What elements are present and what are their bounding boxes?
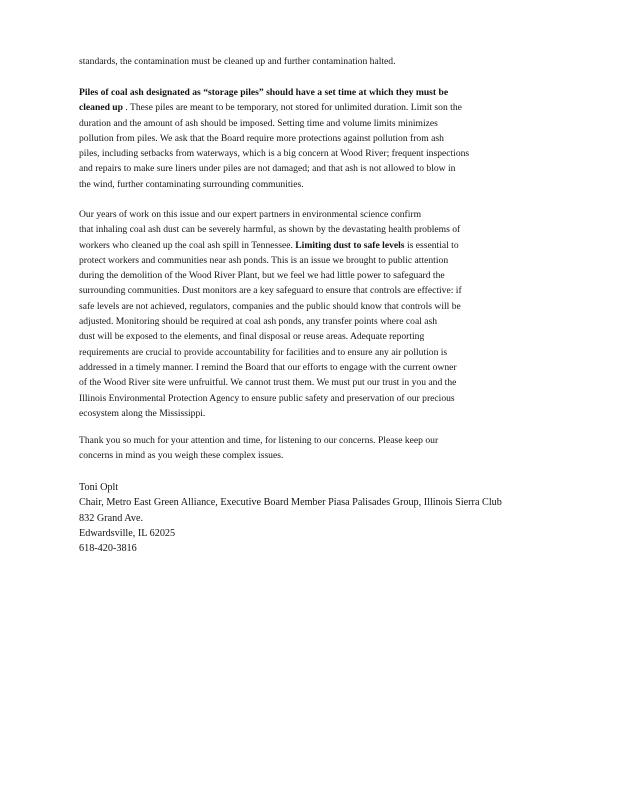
bold-heading-line: Piles of coal ash designated as “storage piles” should have a set time at which they must be [79, 87, 449, 98]
text-line [79, 100, 541, 115]
signer-name: Toni Oplt [79, 482, 119, 493]
signer-phone: 618-420-3816 [79, 543, 137, 555]
text-line: Illinois Environmental Protection Agency to ensure public safety and preservation of our precious [79, 392, 455, 404]
text-fragment: workers who cleaned up the coal ash spill in Tennessee. [79, 239, 296, 251]
bold-heading-fragment: cleaned up [79, 102, 123, 114]
text-line: Thank you so much for your attention and time, for listening to our concerns. Please keep our [79, 435, 439, 446]
text-line: and repairs to make sure liners under piles are not damaged; and that ash is not allowed to blow in [79, 163, 456, 175]
text-line: surrounding communities. Dust monitors are a key safeguard to ensure that controls are effective: if [79, 285, 462, 297]
paragraph-thanks [79, 433, 541, 464]
text-line: of the Wood River site were unfruitful. We cannot trust them. We must put our trust in you and the [79, 377, 457, 389]
text-line: piles, including setbacks from waterways, which is a big concern at Wood River; frequent inspections [79, 148, 470, 160]
text-line: standards, the contamination must be cleaned up and further contamination halted. [79, 56, 396, 67]
text-line: ecosystem along the Mississippi. [79, 407, 206, 419]
text-line: the wind, further contaminating surrounding communities. [79, 178, 304, 190]
signer-title: Chair, Metro East Green Alliance, Executive Board Member Piasa Palisades Group, Illinois Sierra Club [79, 497, 502, 509]
text-line: Our years of work on this issue and our expert partners in environmental science confirm [79, 209, 422, 220]
text-line [79, 238, 541, 253]
text-fragment: . These piles are meant to be temporary, not stored for unlimited duration. Limit son the [122, 102, 462, 114]
text-line: duration and the amount of ash should be imposed. Setting time and volume limits minimizes [79, 117, 438, 129]
paragraph-storage-piles [79, 85, 541, 192]
text-line: addressed in a timely manner. I remind the Board that our efforts to engage with the current owner [79, 361, 457, 373]
bold-emphasis-fragment: Limiting dust to safe levels [295, 239, 405, 251]
paragraph-opening [79, 54, 541, 69]
text-line: requirements are crucial to provide accountability for facilities and to ensure any air pollution is [79, 346, 448, 358]
paragraph-coal-ash-dust [79, 207, 541, 421]
text-line: safe levels are not achieved, regulators, companies and the public should know that controls will be [79, 300, 461, 312]
text-line: that inhaling coal ash dust can be severely harmful, as shown by the devastating health problems of [79, 224, 461, 236]
text-line: pollution from piles. We ask that the Board require more protections against pollution from ash [79, 132, 444, 144]
signer-street-address: 832 Grand Ave. [79, 512, 144, 524]
text-line: concerns in mind as you weigh these complex issues. [79, 450, 284, 462]
text-line: during the demolition of the Wood River Plant, but we feel we had little power to safeguard the [79, 270, 445, 282]
signer-city-state-zip: Edwardsville, IL 62025 [79, 527, 176, 539]
text-line: dust will be exposed to the elements, and final disposal or reuse areas. Adequate reporting [79, 331, 425, 343]
text-line: adjusted. Monitoring should be required at coal ash ponds, any transfer points where coal ash [79, 316, 438, 328]
signature-block [79, 480, 541, 556]
text-fragment: is essential to [404, 239, 459, 251]
text-line: protect workers and communities near ash ponds. This is an issue we brought to public attention [79, 254, 449, 266]
